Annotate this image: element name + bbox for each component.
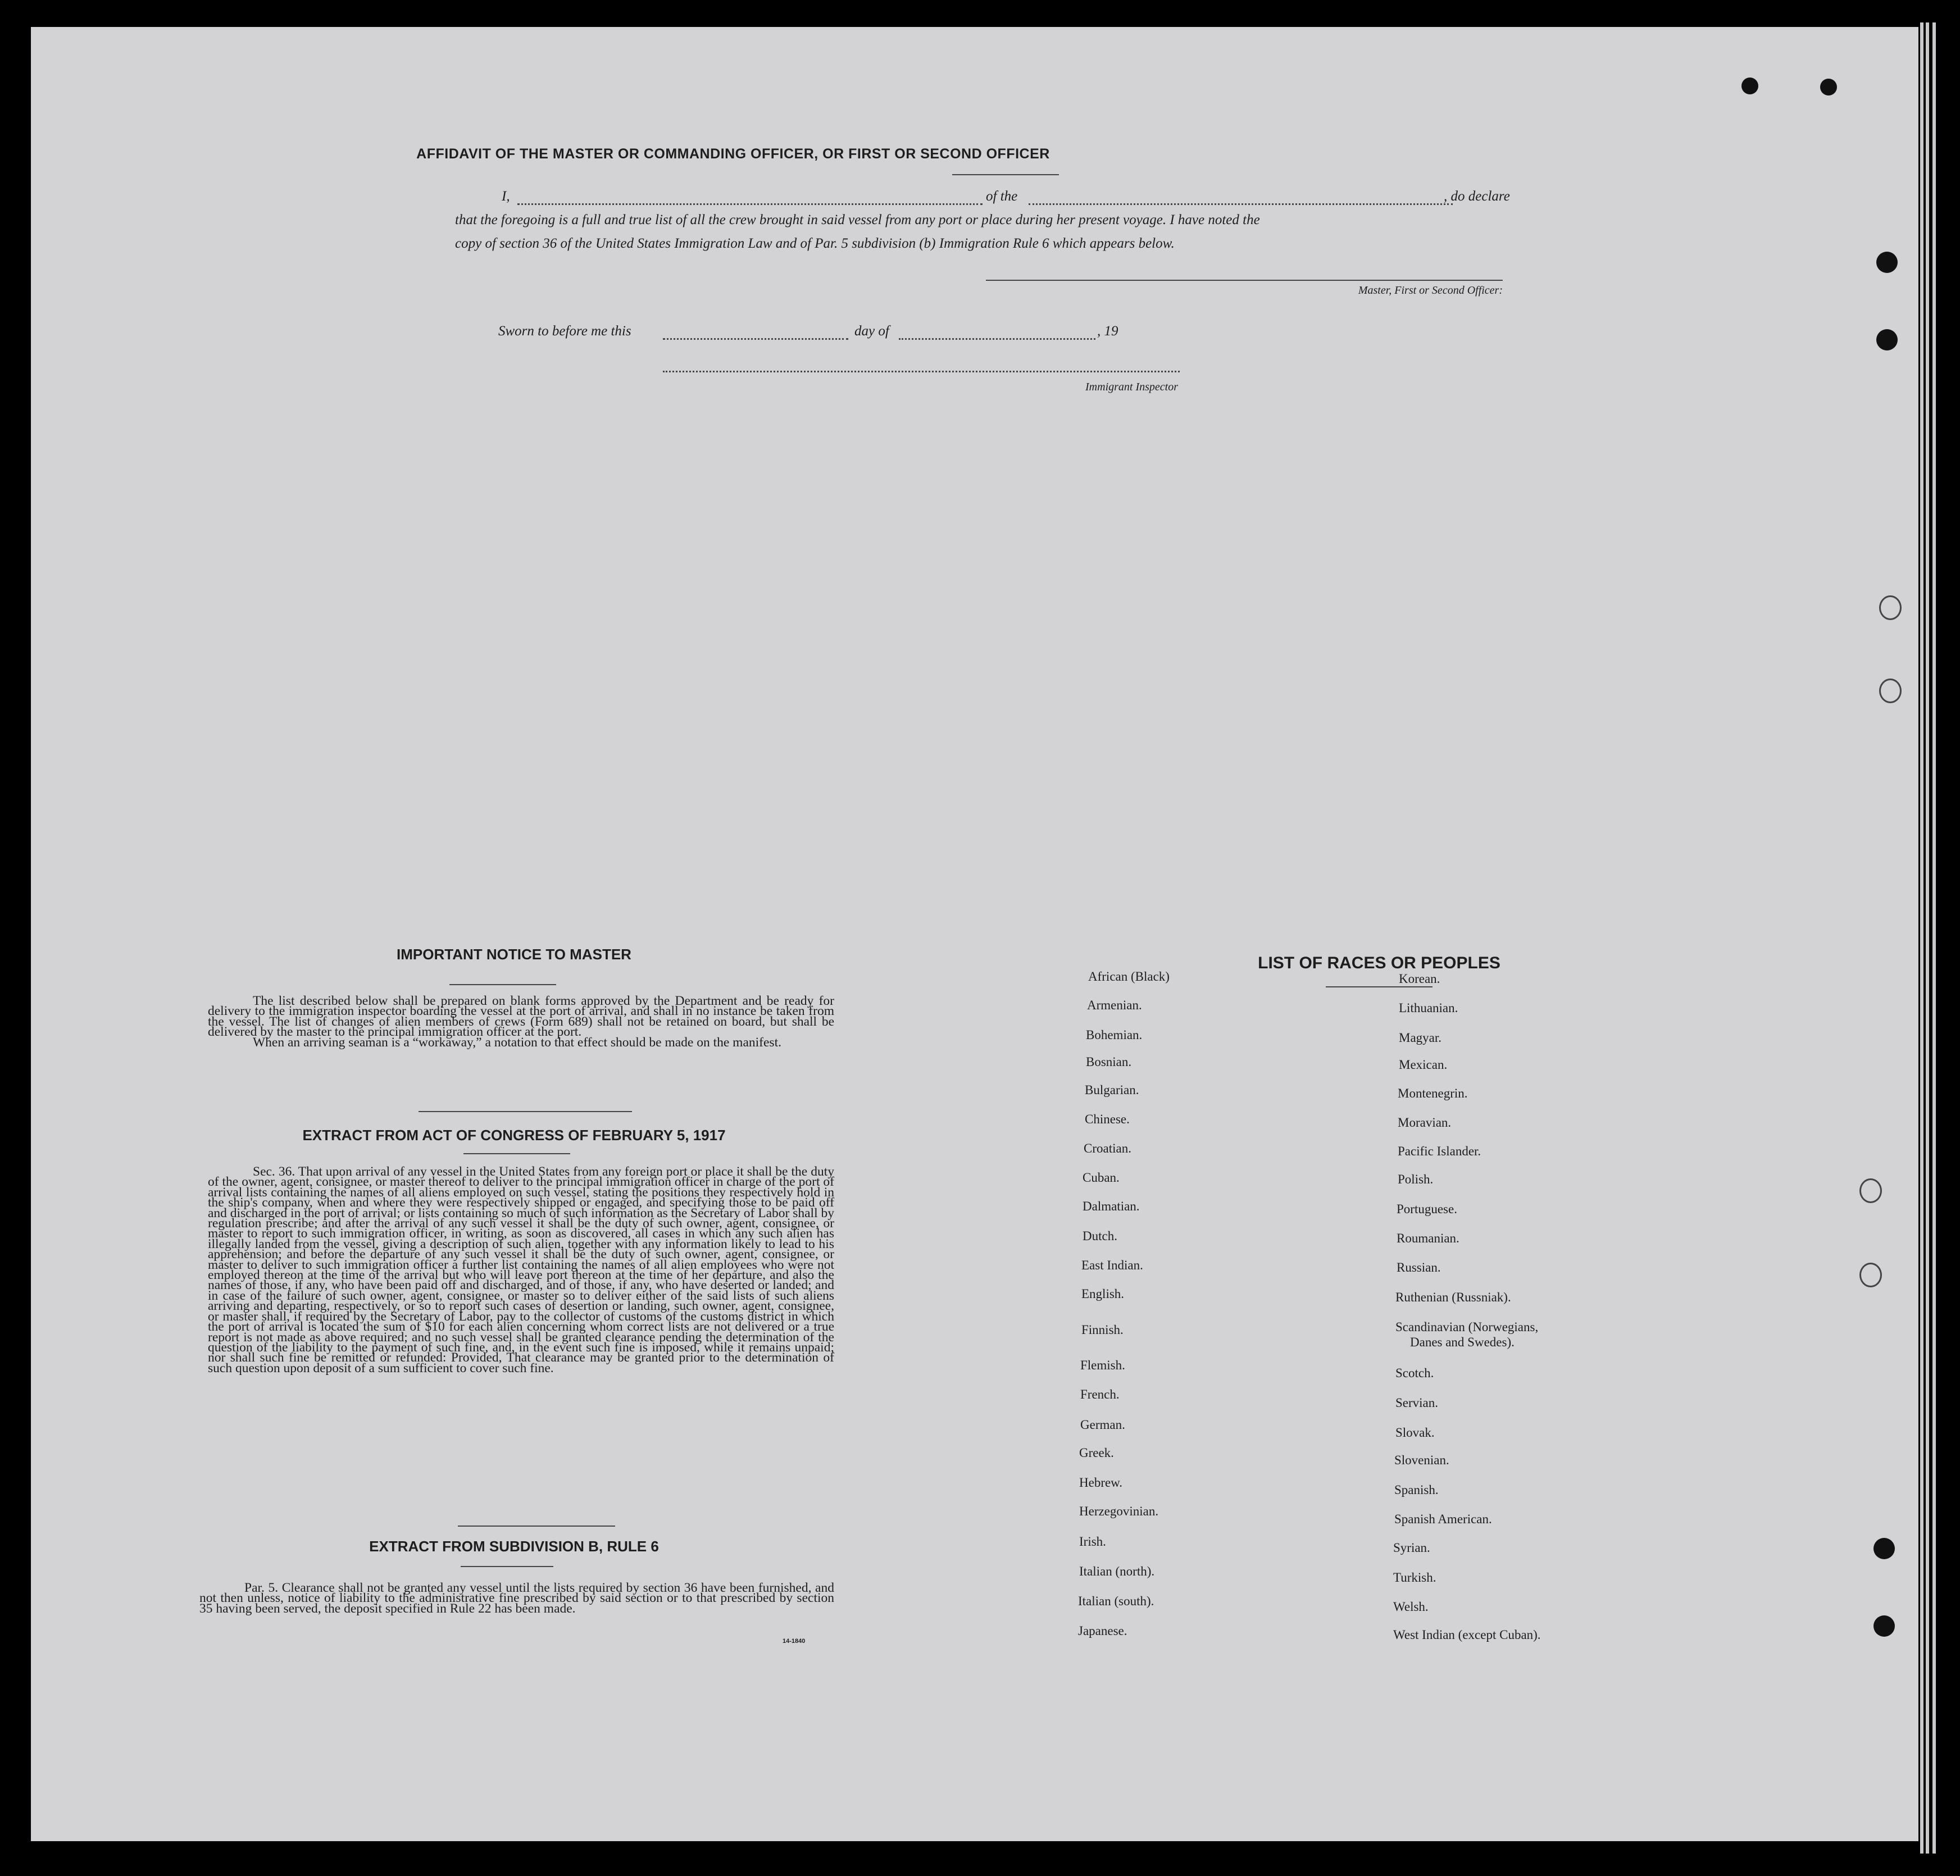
race-item: Mexican. <box>1399 1058 1448 1072</box>
race-item: Portuguese. <box>1397 1202 1457 1216</box>
race-item: English. <box>1081 1287 1125 1301</box>
race-item: Moravian. <box>1398 1115 1452 1130</box>
race-item: African (Black) <box>1088 969 1170 983</box>
signature-line[interactable] <box>986 280 1503 281</box>
race-item: Polish. <box>1398 1172 1434 1186</box>
race-item: Montenegrin. <box>1398 1086 1468 1100</box>
divider <box>449 984 556 985</box>
punch-ring <box>1879 595 1902 620</box>
punch-hole <box>1876 329 1898 350</box>
race-item: Italian (south). <box>1078 1594 1154 1608</box>
races-title: LIST OF RACES OR PEOPLES <box>1258 954 1500 972</box>
race-item: East Indian. <box>1081 1258 1143 1272</box>
race-item: Korean. <box>1399 972 1440 986</box>
race-item: Bulgarian. <box>1085 1083 1139 1097</box>
race-item: Finnish. <box>1081 1323 1124 1337</box>
sworn-text: Sworn to before me this <box>498 324 631 339</box>
divider <box>419 1111 632 1112</box>
extract-rule-title: EXTRACT FROM SUBDIVISION B, RULE 6 <box>369 1538 659 1555</box>
race-item: Armenian. <box>1087 998 1142 1012</box>
extract-act-title: EXTRACT FROM ACT OF CONGRESS OF FEBRUARY 5, 1917 <box>302 1127 726 1144</box>
race-item: West Indian (except Cuban). <box>1393 1628 1541 1642</box>
document-page <box>31 27 1918 1841</box>
affidavit-of-the: of the <box>986 189 1018 204</box>
race-item: German. <box>1080 1418 1125 1432</box>
day-blank[interactable] <box>663 338 848 340</box>
race-item: Scandinavian (Norwegians, <box>1395 1320 1539 1334</box>
race-item: Cuban. <box>1083 1171 1120 1185</box>
punch-ring <box>1879 679 1902 703</box>
affidavit-declare: , do declare <box>1444 189 1510 204</box>
extract-act-text: Sec. 36. That upon arrival of any vessel in the United States from any foreign port or place it shall be the duty of the owner, agent, consignee, or master thereof to deliver to the principal immigration officer in charge of the port of arrival lists containing the names of all aliens employed on such vessel, stating the positions they respectively hold in the ship's company, when and where they were respectively shipped or engaged, and specifying those to be paid off and discharged in the port of arrival; or lists containing so much of such information as the Secretary of Labor shall by regulation prescribe; and after the arrival of any such vessel it shall be the duty of such owner, agent, consignee, or master to report to such immigration officer, in writing, as soon as discovered, all cases in which any such alien has illegally landed from the vessel, giving a description of such alien, together with any information likely to lead to his apprehension; and before the departure of any such vessel it shall be the duty of such owner, agent, consignee, or master to deliver to such immigration officer a further list containing the names of all alien employees who were not employed thereon at the time of the arrival but who will leave port thereon at the time of her departure, and also the names of those, if any, who have been paid off and discharged, and of those, if any, who have deserted or landed; and in case of the failure of such owner, agent, consignee, or master so to deliver either of the said lists of such aliens arriving and departing, respectively, or so to report such cases of desertion or landing, such owner, agent, consignee, or master shall, if required by the Secretary of Labor, pay to the collector of customs of the customs district in which the port of arrival is located the sum of $10 for each alien concerning whom correct lists are not delivered or a true report is not made as above required; and no such vessel shall be granted clearance pending the determination of the question of the liability to the payment of such fine, and, in the event such fine is imposed, while it remains unpaid; nor shall such fine be remitted or refunded: Provided, That clearance may be granted prior to the determination of such question upon deposit of a sum sufficient to cover such fine. <box>208 1164 834 1376</box>
race-item: Roumanian. <box>1397 1231 1459 1245</box>
divider <box>461 1566 553 1567</box>
race-item: Pacific Islander. <box>1398 1144 1481 1158</box>
inspector-line[interactable] <box>663 371 1180 372</box>
name-blank[interactable] <box>517 203 983 205</box>
punch-hole <box>1873 1615 1895 1637</box>
signature-label: Master, First or Second Officer: <box>1358 284 1503 297</box>
vessel-blank[interactable] <box>1029 203 1453 205</box>
race-item: Russian. <box>1397 1260 1441 1274</box>
punch-hole <box>1820 79 1837 95</box>
race-item: Bohemian. <box>1086 1028 1143 1042</box>
sworn-year: , 19 <box>1097 324 1118 339</box>
race-item: Slovenian. <box>1394 1453 1449 1467</box>
punch-ring <box>1859 1263 1882 1287</box>
divider <box>952 174 1059 175</box>
extract-rule-body <box>199 1583 834 1614</box>
race-item: French. <box>1080 1387 1120 1401</box>
race-item: Dutch. <box>1083 1229 1117 1243</box>
race-item: Magyar. <box>1399 1031 1442 1045</box>
affidavit-line-2: that the foregoing is a full and true list of all the crew brought in said vessel from any port or place during her present voyage. I have noted the <box>455 212 1260 227</box>
notice-para-1: The list described below shall be prepared on blank forms approved by the Department and be ready for delivery to the immigration inspector boarding the vessel at the port of arrival, and shall in no instance be taken from the vessel. The list of changes of alien members of crews (Form 689) shall not be retained on board, but shall be delivered by the master to the principal immigration officer at the port. <box>208 994 834 1040</box>
race-item: Danes and Swedes). <box>1410 1335 1515 1349</box>
race-item: Scotch. <box>1395 1366 1434 1380</box>
divider <box>458 1526 615 1527</box>
race-item: Flemish. <box>1080 1358 1125 1372</box>
extract-rule-text: Par. 5. Clearance shall not be granted any vessel until the lists required by section 36 have been furnished, and not then unless, notice of liability to the administrative fine prescribed by said section or to that prescribed by section 35 having been served, the deposit specified in Rule 22 has been made. <box>199 1581 834 1616</box>
race-item: Servian. <box>1395 1396 1439 1410</box>
race-item: Herzegovinian. <box>1079 1504 1159 1518</box>
race-item: Syrian. <box>1393 1541 1430 1555</box>
race-item: Croatian. <box>1084 1141 1131 1155</box>
form-number: 14-1840 <box>783 1638 806 1645</box>
notice-body <box>208 996 834 1048</box>
race-item: Ruthenian (Russniak). <box>1395 1290 1511 1304</box>
race-item: Japanese. <box>1078 1624 1127 1638</box>
affidavit-line-3: copy of section 36 of the United States Immigration Law and of Par. 5 subdivision (b) Immigration Rule 6 which appears below. <box>455 236 1175 251</box>
punch-hole <box>1741 78 1758 94</box>
divider <box>1326 986 1433 987</box>
punch-hole <box>1873 1538 1895 1559</box>
sworn-day-of: day of <box>854 324 889 339</box>
race-item: Hebrew. <box>1079 1476 1123 1490</box>
month-blank[interactable] <box>899 338 1095 340</box>
race-item: Greek. <box>1079 1446 1114 1460</box>
inspector-label: Immigrant Inspector <box>1085 381 1178 393</box>
race-item: Spanish. <box>1394 1483 1439 1497</box>
affidavit-title: AFFIDAVIT OF THE MASTER OR COMMANDING OFFICER, OR FIRST OR SECOND OFFICER <box>416 146 1050 162</box>
race-item: Spanish American. <box>1394 1512 1492 1526</box>
race-item: Italian (north). <box>1079 1564 1155 1578</box>
notice-para-2: When an arriving seaman is a “workaway,” a notation to that effect should be made on the manifest. <box>253 1035 781 1050</box>
race-item: Chinese. <box>1085 1112 1130 1126</box>
affidavit-i: I, <box>502 189 510 204</box>
race-item: Lithuanian. <box>1399 1001 1458 1015</box>
race-item: Dalmatian. <box>1083 1199 1140 1213</box>
divider <box>463 1153 570 1154</box>
punch-hole <box>1876 252 1898 273</box>
race-item: Slovak. <box>1395 1426 1435 1440</box>
extract-act-body <box>208 1164 834 1376</box>
race-item: Welsh. <box>1393 1600 1429 1614</box>
race-item: Bosnian. <box>1086 1055 1132 1069</box>
punch-ring <box>1859 1178 1882 1203</box>
race-item: Turkish. <box>1393 1570 1436 1584</box>
race-item: Irish. <box>1079 1535 1106 1549</box>
notice-title: IMPORTANT NOTICE TO MASTER <box>397 946 631 963</box>
